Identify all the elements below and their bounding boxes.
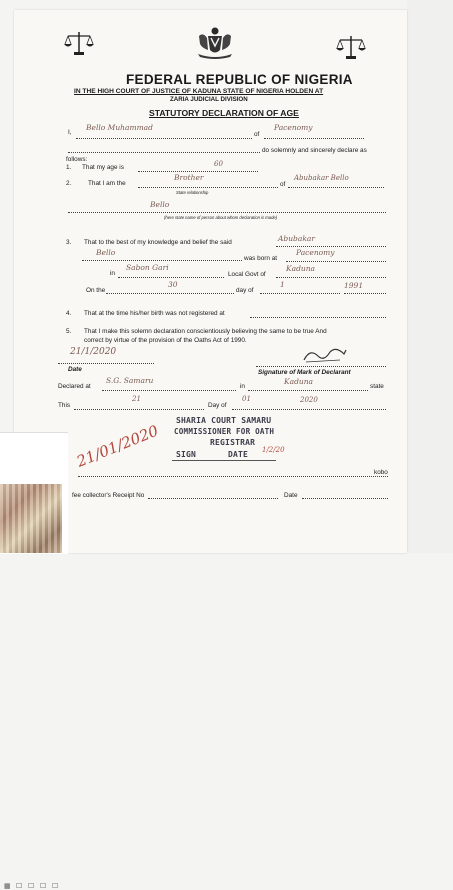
receipt-date-line xyxy=(302,498,388,499)
receipt-date-label: Date xyxy=(284,492,298,499)
item4-line xyxy=(250,317,386,318)
item1-text: That my age is xyxy=(82,164,124,171)
item3-state-handwritten: Sabon Gari xyxy=(126,263,169,272)
scales-of-justice-left-icon xyxy=(64,30,94,56)
item2-caption: State relationship xyxy=(176,190,209,195)
item2-name-line xyxy=(68,212,386,213)
date-handwritten: 21/1/2020 xyxy=(70,347,117,357)
item3-text: That to the best of my knowledge and belief the said xyxy=(84,239,232,246)
follows-label: follows: xyxy=(66,156,88,163)
this-label: This xyxy=(58,402,71,409)
item3-on: On the xyxy=(86,287,106,294)
fee-line xyxy=(78,476,388,477)
item3-day-handwritten: 30 xyxy=(168,280,178,289)
stamp-hand-small: 1/2/20 xyxy=(262,446,285,454)
declared-at-label: Declared at xyxy=(58,383,91,390)
stamp-line2: COMMISSIONER FOR OATH xyxy=(174,427,275,436)
declared-state-handwritten: Kaduna xyxy=(284,377,314,386)
square-icon[interactable]: ☐ xyxy=(40,882,47,890)
intro-name-handwritten: Bello Muhammad xyxy=(86,123,153,132)
intro-extra-line xyxy=(68,152,260,153)
declared-state-line xyxy=(248,390,368,391)
item5-text2: correct by virtue of the provision of the Oaths Act of 1990. xyxy=(84,337,247,344)
item3-born-handwritten: Pacenomy xyxy=(296,248,335,257)
signature-line xyxy=(256,366,386,367)
red-handwritten-date: 21/01/2020 xyxy=(74,421,161,471)
item4-text: That at the time his/her birth was not registered at xyxy=(84,310,225,317)
day-year-handwritten: 2020 xyxy=(300,396,318,404)
item3-lga-line xyxy=(276,277,386,278)
scales-of-justice-right-icon xyxy=(336,34,366,60)
declaration-subtitle: STATUTORY DECLARATION OF AGE xyxy=(149,108,299,118)
fee-kobo: kobo xyxy=(374,469,388,476)
document-page xyxy=(14,10,407,553)
item2-name-handwritten: Bello xyxy=(150,200,170,209)
signature-mark xyxy=(300,344,350,366)
item3-born-line xyxy=(286,261,386,262)
item3-year-line xyxy=(344,293,386,294)
item3-line2-dots xyxy=(82,260,242,261)
item2-text: That I am the xyxy=(88,180,126,187)
intro-name-line xyxy=(76,138,252,139)
item2-line xyxy=(138,187,278,188)
this-day-line xyxy=(74,409,204,410)
division-heading: ZARIA JUDICIAL DIVISION xyxy=(170,96,248,103)
this-day-handwritten: 21 xyxy=(132,395,141,403)
item3-lga-handwritten: Kaduna xyxy=(286,264,316,273)
item2-value-handwritten: Brother xyxy=(174,173,204,182)
item5-text: That I make this solemn declaration conscientiously believing the same to be true And xyxy=(84,328,327,335)
day-of-line xyxy=(232,409,386,410)
item3-dayof: day of xyxy=(236,287,254,294)
item3-in: in xyxy=(110,270,115,277)
intro-prefix: I, xyxy=(68,129,72,136)
item3-day-line xyxy=(106,293,234,294)
receipt-label: fee collector's Receipt No xyxy=(72,492,145,499)
declared-place-handwritten: S.G. Samaru xyxy=(106,376,154,385)
court-heading: IN THE HIGH COURT OF JUSTICE OF KADUNA STATE OF NIGERIA HOLDEN AT xyxy=(74,88,324,95)
date-label: Date xyxy=(68,366,82,373)
item2-of: of xyxy=(280,181,286,188)
square-icon[interactable]: ☐ xyxy=(52,882,59,890)
declared-place-line xyxy=(102,390,236,391)
item2-person-line xyxy=(288,187,384,188)
item3-line xyxy=(276,246,386,247)
stamp-line5: DATE xyxy=(228,450,249,459)
receipt-line xyxy=(148,498,278,499)
item2-name-caption: (here state name of person about whom declaration is made) xyxy=(164,215,278,220)
item3-state-line xyxy=(118,277,224,278)
item3-born-label: was born at xyxy=(244,255,278,262)
item1-value-handwritten: 60 xyxy=(214,160,223,168)
intro-of: of xyxy=(254,131,260,138)
stamp-line1: SHARIA COURT SAMARU xyxy=(176,416,272,425)
intro-tail: do solemnly and sincerely declare as xyxy=(262,147,367,154)
item3-month-handwritten: 1 xyxy=(280,280,285,289)
coat-of-arms-icon xyxy=(196,26,234,60)
square-icon[interactable]: ☐ xyxy=(16,882,23,890)
item4-number: 4. xyxy=(66,310,72,317)
intro-place-handwritten: Pacenomy xyxy=(274,123,313,132)
item2-person-handwritten: Abubakar Bello xyxy=(294,174,349,182)
item1-number: 1. xyxy=(66,164,72,171)
square-icon[interactable]: ☐ xyxy=(28,882,35,890)
item3-year-handwritten: 1991 xyxy=(344,281,364,290)
item2-number: 2. xyxy=(66,180,72,187)
item3-number: 3. xyxy=(66,239,72,246)
day-of-label: Day of xyxy=(208,402,227,409)
item1-line xyxy=(138,171,258,172)
day-month-handwritten: 01 xyxy=(242,395,251,403)
item3-lga-label: Local Govt of xyxy=(228,271,266,278)
declared-state-tail: state xyxy=(370,383,384,390)
background-edge xyxy=(407,0,453,553)
item3-month-line xyxy=(260,293,340,294)
declared-in: in xyxy=(240,383,245,390)
thumbnail-image[interactable] xyxy=(0,484,62,553)
grid-icon[interactable]: ▦ xyxy=(4,882,11,890)
date-line xyxy=(58,363,154,364)
stamp-line3: REGISTRAR xyxy=(210,438,256,447)
stamp-rule xyxy=(172,460,276,461)
signature-label: Signature of Mark of Declarant xyxy=(258,369,351,376)
intro-place-line xyxy=(264,138,364,139)
item3-value-handwritten: Abubakar xyxy=(278,234,315,243)
stamp-line4: SIGN xyxy=(176,450,197,459)
item5-number: 5. xyxy=(66,328,72,335)
document-title: FEDERAL REPUBLIC OF NIGERIA xyxy=(126,72,353,87)
item3-line2-handwritten: Bello xyxy=(96,248,116,257)
